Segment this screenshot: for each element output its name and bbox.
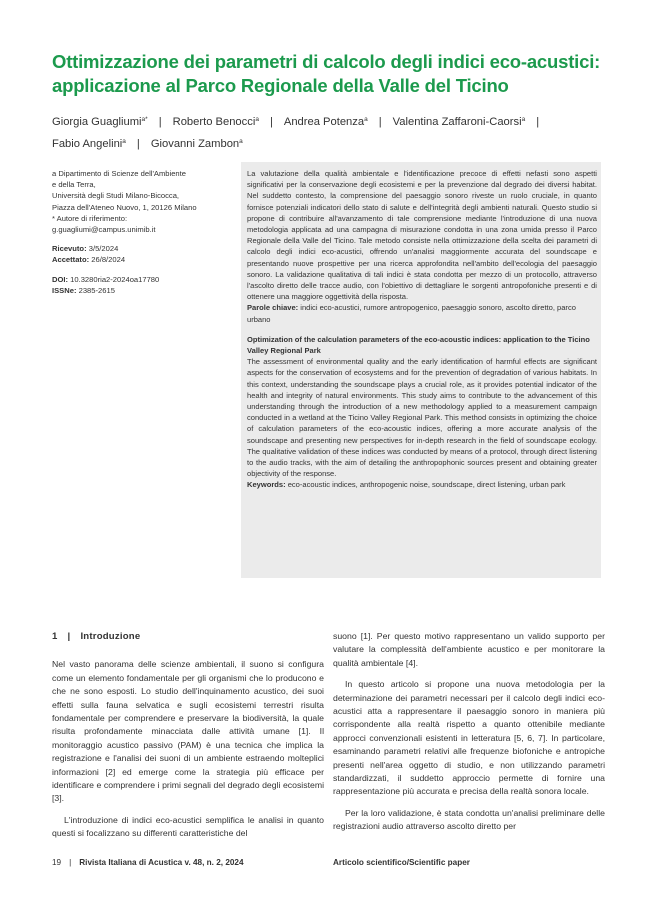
author-list [52,110,612,154]
author: Giorgia Guagliumi$^{a*}$ [52,116,148,128]
author-separator: | [269,116,273,128]
author: Fabio Angelini$^a$ [52,138,126,150]
author-separator: | [136,138,140,150]
english-title: Optimization of the calculation parameters of the eco-acoustic indices: application to the Ticino Valley Regional Park [247,334,590,356]
article-metadata [52,168,230,296]
body-column-left [52,630,324,841]
section-heading: 1 | Introduzione [52,631,141,642]
author-separator: | [536,116,540,128]
author-separator: | [378,116,382,128]
affiliation-line: Piazza dell'Ateneo Nuovo, 1, 20126 Milano [52,202,197,212]
author-separator: | [158,116,162,128]
abstract [247,168,597,491]
body-column-right [333,630,605,834]
author: Roberto Benocci$^a$ [172,116,259,128]
author: Giovanni Zambon$^a$ [150,138,243,150]
affiliation-line: Università degli Studi Milano-Bicocca, [52,191,180,201]
abstract-english: The assessment of environmental quality and the early identification of harmful effects are significant aspects for the conservation of ecosystems and for the prevention of degradation of various habitats. In this context, understanding the soundscape plays a crucial role, as it provides potential indicator of the health and integrity of natural environments. This study aims to contribute to the advancement of this understanding through the introduction of a new methodology applied to a measurement campaign conducted in a wetland at the Ticino Valley Regional Park. This method consists in optimizing the choice of calculation parameters of the eco-acoustic indices, offering a more accurate analysis of the soundscape and presenting new perspectives for in-depth research in the field of soundscape ecology. The qualitative validation of these indices was conducted by means of a protocol, through direct listening to the audio tracks, with the aim of detailing the anthropophonic sources present and obtaining greater objectivity of the response. [247,357,597,479]
body-paragraph: L'introduzione di indici eco-acustici semplifica le analisi in quanto questi si focalizzano su differenti caratteristiche del [52,814,324,839]
body-paragraph: In questo articolo si propone una nuova metodologia per la determinazione dei parametri necessari per il calcolo degli indici eco-acustici atta a rappresentare il paesaggio sonoro in maniera più corrispondente alla realtà rispetto a quanto ottenibile mediante approcci convenzionali esistenti in letteratura [5, 6, 7]. In particolare, esaminando parametri relativi alle frequenze biofoniche e antropiche presenti nell'area oggetto di studio, e non utilizzando parametri standardizzati, il suddetto approccio permette di fornire una rappresentazione più accurata e precisa della realtà sonora locale. [333,679,605,797]
author: Andrea Potenza$^a$ [283,116,368,128]
journal-name: Rivista Italiana di Acustica v. 48, n. 2, 2024 [79,858,244,867]
doi: DOI: 10.3280ria2-2024oa17780 [52,274,160,284]
accepted-date: Accettato: 26/8/2024 [52,255,126,265]
article-type: Articolo scientifico/Scientific paper [333,858,470,867]
paper-title: Ottimizzazione dei parametri di calcolo degli indici eco-acustici: applicazione al Parco Regionale della Valle del Ticino [52,51,601,96]
author: Valentina Zaffaroni-Caorsi$^a$ [392,116,526,128]
corresponding-email[interactable]: g.guagliumi@campus.unimib.it [52,225,156,235]
issn: ISSNe: 2385-2615 [52,285,115,295]
affiliation-line: e della Terra, [52,180,96,190]
affiliation-line: a Dipartimento di Scienze dell'Ambiente [52,169,186,178]
body-paragraph: Per la loro validazione, è stata condotta un'analisi preliminare delle registrazioni audio attraverso ascolto diretto per [333,807,605,832]
received-date: Ricevuto: 3/5/2024 [52,244,119,254]
corresponding-label: * Autore di riferimento: [52,213,128,223]
body-paragraph: suono [1]. Per questo motivo rappresentano un valido supporto per valutare la complessità dell'ambiente acustico e per monitorare la qualità ambientale [4]. [333,631,605,668]
keywords-italian: Parole chiave: indici eco-acustici, rumore antropogenico, paesaggio sonoro, ascolto diretto, parco urbano [247,303,576,324]
body-paragraph: Nel vasto panorama delle scienze ambientali, il suono si configura come un elemento fondamentale per gli organismi che lo producono e che ne sono esposti. Lo studio dell'inquinamento acustico, dei suoi effetti sulla fauna selvatica e sugli ecosistemi terrestri risulta fondamentale per comprendere e preservare la biodiversità, la quale risulta profondamente minacciata dalle attività umane [1]. Il monitoraggio acustico passivo (PAM) è una tecnica che implica la registrazione e l'analisi dei suoni di un ambiente estraendo molteplici informazioni [2] ed emerge come la strategia più efficace per identificare e comprendere i primi segnali del degrado degli ecosistemi [3]. [52,659,324,804]
abstract-italian: La valutazione della qualità ambientale e l'identificazione precoce di effetti nefasti sono aspetti significativi per la conservazione degli ecosistemi e per la prevenzione dal degrado dei diversi habitat. Nel suddetto contesto, la comprensione del paesaggio sonoro riveste un ruolo cruciale, in quanto fornisce potenziali indicatori dello stato di salute e dell'integrità degli ambienti naturali. Questo studio si propone di contribuire all'avanzamento di tale comprensione mediante l'introduzione di una nuova metodologia applicata ad una campagna di misurazione condotta in una zona umida presso il Parco Regionale della Valle del Ticino. Tale metodo consiste nella ottimizzazione della scelta dei parametri di calcolo degli indici eco-acustici, offrendo un'analisi maggiormente accurata del soundscape e presentando nuove prospettive per una ricerca approfondita nell'ambito dell'ecologia del paesaggio sonoro. La validazione qualitativa di tali indici è stata condotta per mezzo di un protocollo, attraverso l'ascolto diretto delle tracce audio, con l'obiettivo di dettagliare le sorgenti antropofoniche presenti e di ottenere una maggiore oggettività della risposta. [247,169,597,302]
page-number: 19 [52,858,62,867]
keywords-english: Keywords: eco-acoustic indices, anthropogenic noise, soundscape, direct listening, urban park [247,480,566,490]
